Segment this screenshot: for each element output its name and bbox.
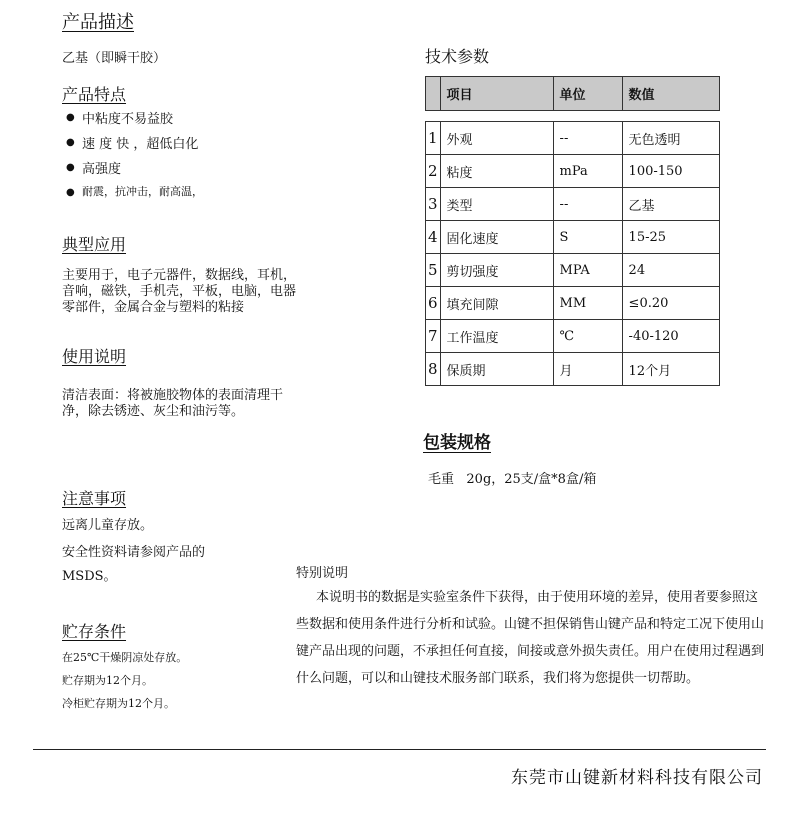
usage-heading: 使用说明: [62, 347, 127, 366]
row-value: 15-25: [622, 221, 719, 254]
table-row: [426, 320, 720, 353]
row-value: -40-120: [622, 320, 719, 353]
row-value: 100-150: [622, 155, 719, 188]
row-value: 乙基: [622, 188, 719, 221]
row-unit: S: [553, 221, 622, 254]
row-unit: --: [553, 188, 622, 221]
footer-divider: [33, 749, 766, 750]
applications-heading: 典型应用: [62, 235, 127, 254]
row-value: 12个月: [622, 353, 719, 386]
precautions-line: MSDS。: [62, 569, 117, 584]
row-unit: MM: [553, 287, 622, 320]
product-description-heading: 产品描述: [62, 12, 134, 33]
storage-line: 冷柜贮存期为12个月。: [62, 697, 175, 710]
row-unit: MPA: [553, 254, 622, 287]
row-unit: mPa: [553, 155, 622, 188]
list-item: [62, 133, 203, 158]
row-item: 保质期: [440, 353, 553, 386]
features-heading: 产品特点: [62, 85, 127, 104]
row-item: 工作温度: [440, 320, 553, 353]
list-item: [62, 183, 203, 208]
row-value: 24: [622, 254, 719, 287]
packaging-text: 毛重 20g，25支/盒*8盒/箱: [428, 472, 597, 487]
usage-text: 清洁表面：将被施胶物体的表面清理干净，除去锈迹、灰尘和油污等。: [62, 388, 284, 419]
tech-params-table: [425, 76, 720, 386]
feature-text: 速 度 快 ，超低白化: [82, 137, 199, 152]
applications-text: 主要用于，电子元器件，数据线，耳机，音响，磁铁，手机壳，平板，电脑，电器零部件，金属合金与塑料的粘接: [62, 268, 297, 315]
precautions-line: 安全性资料请参阅产品的: [62, 545, 206, 560]
bullet-icon: ●: [66, 112, 75, 123]
row-number: 5: [426, 254, 441, 287]
bullet-icon: ●: [66, 162, 75, 173]
table-row: [426, 122, 720, 155]
special-note-heading: 特别说明: [296, 566, 349, 581]
row-number: 7: [426, 320, 441, 353]
bullet-icon: ●: [66, 137, 75, 148]
table-row: [426, 353, 720, 386]
row-number: 3: [426, 188, 441, 221]
row-number: 1: [426, 122, 441, 155]
bullet-icon: ●: [66, 187, 75, 198]
list-item: [62, 158, 203, 183]
header-cell-unit: 单位: [553, 77, 622, 111]
row-item: 外观: [440, 122, 553, 155]
row-number: 6: [426, 287, 441, 320]
row-value: ≤0.20: [622, 287, 719, 320]
packaging-heading: 包装规格: [423, 433, 491, 453]
product-name: 乙基（即瞬干胶）: [62, 51, 167, 66]
table-row: [426, 188, 720, 221]
row-item: 类型: [440, 188, 553, 221]
precautions-line: 远离儿童存放。: [62, 518, 154, 533]
table-header-row: [426, 77, 720, 111]
row-value: 无色透明: [622, 122, 719, 155]
features-list: [62, 108, 203, 208]
special-note-text: 本说明书的数据是实验室条件下获得，由于使用环境的差异，使用者要参照这些数据和使用条件进行分析和试验。山键不担保销售山键产品和特定工况下使用山键产品出现的问题，不承担任何直接，间接或意外损失责任。用户在使用过程遇到什么问题，可以和山键技术服务部门联系，我们将为您提供一切帮助。: [296, 590, 765, 686]
header-cell-no: [426, 77, 441, 111]
row-item: 剪切强度: [440, 254, 553, 287]
company-name: 东莞市山键新材料科技有限公司: [511, 768, 763, 788]
table-row: [426, 254, 720, 287]
feature-text: 中粘度不易益胶: [82, 112, 174, 127]
feature-text: 高强度: [82, 162, 122, 177]
table-row: [426, 155, 720, 188]
row-unit: 月: [553, 353, 622, 386]
storage-line: 在25℃干燥阴凉处存放。: [62, 651, 188, 664]
row-item: 固化速度: [440, 221, 553, 254]
row-item: 粘度: [440, 155, 553, 188]
tech-params-heading: 技术参数: [425, 47, 490, 66]
table-row: [426, 221, 720, 254]
row-number: 4: [426, 221, 441, 254]
row-item: 填充间隙: [440, 287, 553, 320]
storage-heading: 贮存条件: [62, 622, 127, 641]
feature-text: 耐震，抗冲击，耐高温，: [82, 185, 203, 198]
header-cell-item: 项目: [440, 77, 553, 111]
list-item: [62, 108, 203, 133]
row-unit: --: [553, 122, 622, 155]
table-spacer: [426, 111, 720, 122]
row-unit: ℃: [553, 320, 622, 353]
header-cell-value: 数值: [622, 77, 719, 111]
storage-line: 贮存期为12个月。: [62, 674, 153, 687]
precautions-heading: 注意事项: [62, 489, 127, 508]
row-number: 2: [426, 155, 441, 188]
row-number: 8: [426, 353, 441, 386]
table-row: [426, 287, 720, 320]
